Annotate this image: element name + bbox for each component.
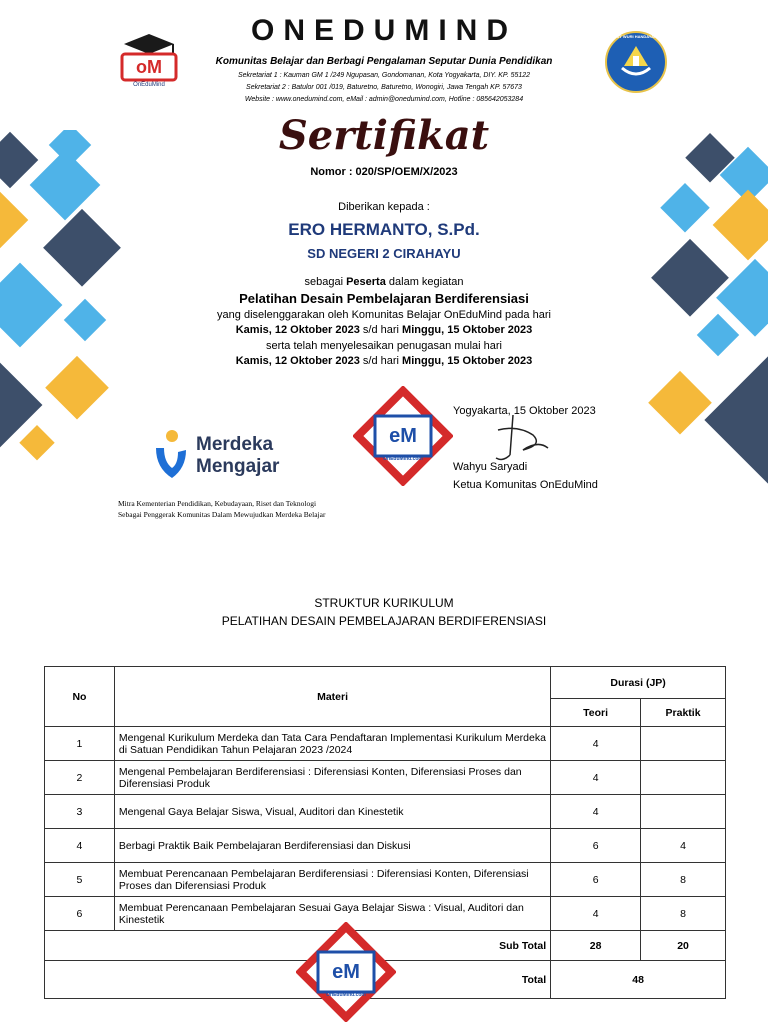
header-no: No <box>45 667 115 727</box>
subtotal-label: Sub Total <box>45 931 551 961</box>
table-row <box>45 795 726 829</box>
assignment-date-sep: s/d hari <box>359 355 403 367</box>
signature-name: Wahyu Saryadi <box>453 461 528 473</box>
role-suffix: dalam kegiatan <box>385 276 464 288</box>
row-no: 2 <box>45 761 115 795</box>
row-teori: 4 <box>551 727 641 761</box>
row-praktik: 8 <box>641 863 726 897</box>
date-line-2 <box>0 355 768 367</box>
row-teori: 6 <box>551 863 641 897</box>
svg-text:oM: oM <box>136 57 162 77</box>
onedumind-stamp-bottom <box>296 922 396 1022</box>
merdeka-text-1: Merdeka <box>196 434 274 455</box>
organizer-line: yang diselenggarakan oleh Komunitas Belajar OnEduMind pada hari <box>217 309 551 321</box>
signature-position: Ketua Komunitas OnEduMind <box>453 479 598 491</box>
total-label: Total <box>45 961 551 999</box>
header-praktik: Praktik <box>641 699 726 727</box>
assignment-line: serta telah menyelesaikan penugasan mulai hari <box>265 340 503 352</box>
role-prefix: sebagai <box>304 276 347 288</box>
table-header-row <box>45 667 726 699</box>
role: Peserta <box>346 276 386 288</box>
assignment-date-start: Kamis, 12 Oktober 2023 <box>235 355 360 367</box>
row-materi: Berbagi Praktik Baik Pembelajaran Berdiferensiasi dan Diskusi <box>114 829 550 863</box>
row-teori: 4 <box>551 795 641 829</box>
recipient-name: ERO HERMANTO, S.Pd. <box>288 220 480 239</box>
org-name: ONEDUMIND <box>251 14 517 47</box>
merdeka-note-2: Sebagai Penggerak Komunitas Dalam Mewujudkan Merdeka Belajar <box>118 510 326 519</box>
table-row <box>45 761 726 795</box>
row-teori: 4 <box>551 761 641 795</box>
contact-line: Website : www.onedumind.com, eMail : admin@onedumind.com, Hotline : 085642053284 <box>244 96 524 103</box>
row-praktik: 4 <box>641 829 726 863</box>
event-title: Pelatihan Desain Pembelajaran Berdiferensiasi <box>239 291 529 306</box>
row-materi: Mengenal Kurikulum Merdeka dan Tata Cara Pendaftaran Implementasi Kurikulum Merdeka di Satuan Pendidikan Tahun Pelajaran 2023 /2024 <box>114 727 550 761</box>
row-no: 4 <box>45 829 115 863</box>
row-materi: Membuat Perencanaan Pembelajaran Berdiferensiasi : Diferensiasi Konten, Diferensiasi Proses dan Diferensiasi Produk <box>114 863 550 897</box>
logo-onedumind-text: OnEduMind <box>133 82 165 88</box>
subtotal-teori: 28 <box>551 931 641 961</box>
row-praktik <box>641 761 726 795</box>
row-materi: Mengenal Gaya Belajar Siswa, Visual, Auditori dan Kinestetik <box>114 795 550 829</box>
subtotal-praktik: 20 <box>641 931 726 961</box>
onedumind-stamp <box>353 386 453 486</box>
total-value: 48 <box>551 961 726 999</box>
row-materi: Membuat Perencanaan Pembelajaran Sesuai Gaya Belajar Siswa : Visual, Auditori dan Kinestetik <box>114 897 550 931</box>
signature-place-date: Yogyakarta, 15 Oktober 2023 <box>453 405 596 417</box>
merdeka-text-2: Mengajar <box>196 456 280 477</box>
address-line-2: Sekretariat 2 : Batulor 001 /019, Baturetno, Baturetno, Wonogiri, Jawa Tengah KP. 57673 <box>246 84 522 91</box>
merdeka-note-1: Mitra Kementerian Pendidikan, Kebudayaan, Riset dan Teknologi <box>118 499 317 508</box>
table-row <box>45 829 726 863</box>
merdeka-mengajar-logo <box>152 428 302 484</box>
header-materi: Materi <box>114 667 550 727</box>
row-no: 6 <box>45 897 115 931</box>
row-no: 1 <box>45 727 115 761</box>
curriculum-title: STRUKTUR KURIKULUM <box>314 596 454 610</box>
header-durasi: Durasi (JP) <box>551 667 726 699</box>
row-teori: 4 <box>551 897 641 931</box>
logo-right-text: TUT WURI HANDAYANI <box>614 34 658 39</box>
role-line <box>0 276 768 288</box>
row-praktik <box>641 795 726 829</box>
date-line-1 <box>0 324 768 336</box>
row-teori: 6 <box>551 829 641 863</box>
svg-text:eM: eM <box>389 425 417 447</box>
row-no: 5 <box>45 863 115 897</box>
assignment-date-end: Minggu, 15 Oktober 2023 <box>402 355 533 367</box>
certificate-title: Sertifikat <box>278 112 490 159</box>
date-start: Kamis, 12 Oktober 2023 <box>235 324 360 336</box>
row-praktik <box>641 727 726 761</box>
certificate-number: Nomor : 020/SP/OEM/X/2023 <box>310 166 458 178</box>
row-praktik: 8 <box>641 897 726 931</box>
address-line-1: Sekretariat 1 : Kauman GM 1 /249 Ngupasan, Gondomanan, Kota Yogyakarta, DIY. KP. 55122 <box>237 72 531 79</box>
stamp-text: OnEduMind.com <box>383 456 423 462</box>
row-materi: Mengenal Pembelajaran Berdiferensiasi : Diferensiasi Konten, Diferensiasi Proses dan Diferensiasi Produk <box>114 761 550 795</box>
curriculum-subtitle: PELATIHAN DESAIN PEMBELAJARAN BERDIFERENSIASI <box>221 614 547 628</box>
recipient-institution: SD NEGERI 2 CIRAHAYU <box>307 246 461 261</box>
given-to-label: Diberikan kepada : <box>338 201 430 213</box>
header-teori: Teori <box>551 699 641 727</box>
table-row <box>45 863 726 897</box>
signature-scribble <box>488 410 558 465</box>
table-row <box>45 727 726 761</box>
stamp-bottom-text: OnEduMind.com <box>326 992 366 998</box>
date-end: Minggu, 15 Oktober 2023 <box>402 324 533 336</box>
row-no: 3 <box>45 795 115 829</box>
org-tagline: Komunitas Belajar dan Berbagi Pengalaman Seputar Dunia Pendidikan <box>215 56 553 67</box>
svg-text:eM: eM <box>332 961 360 983</box>
date-sep: s/d hari <box>359 324 403 336</box>
